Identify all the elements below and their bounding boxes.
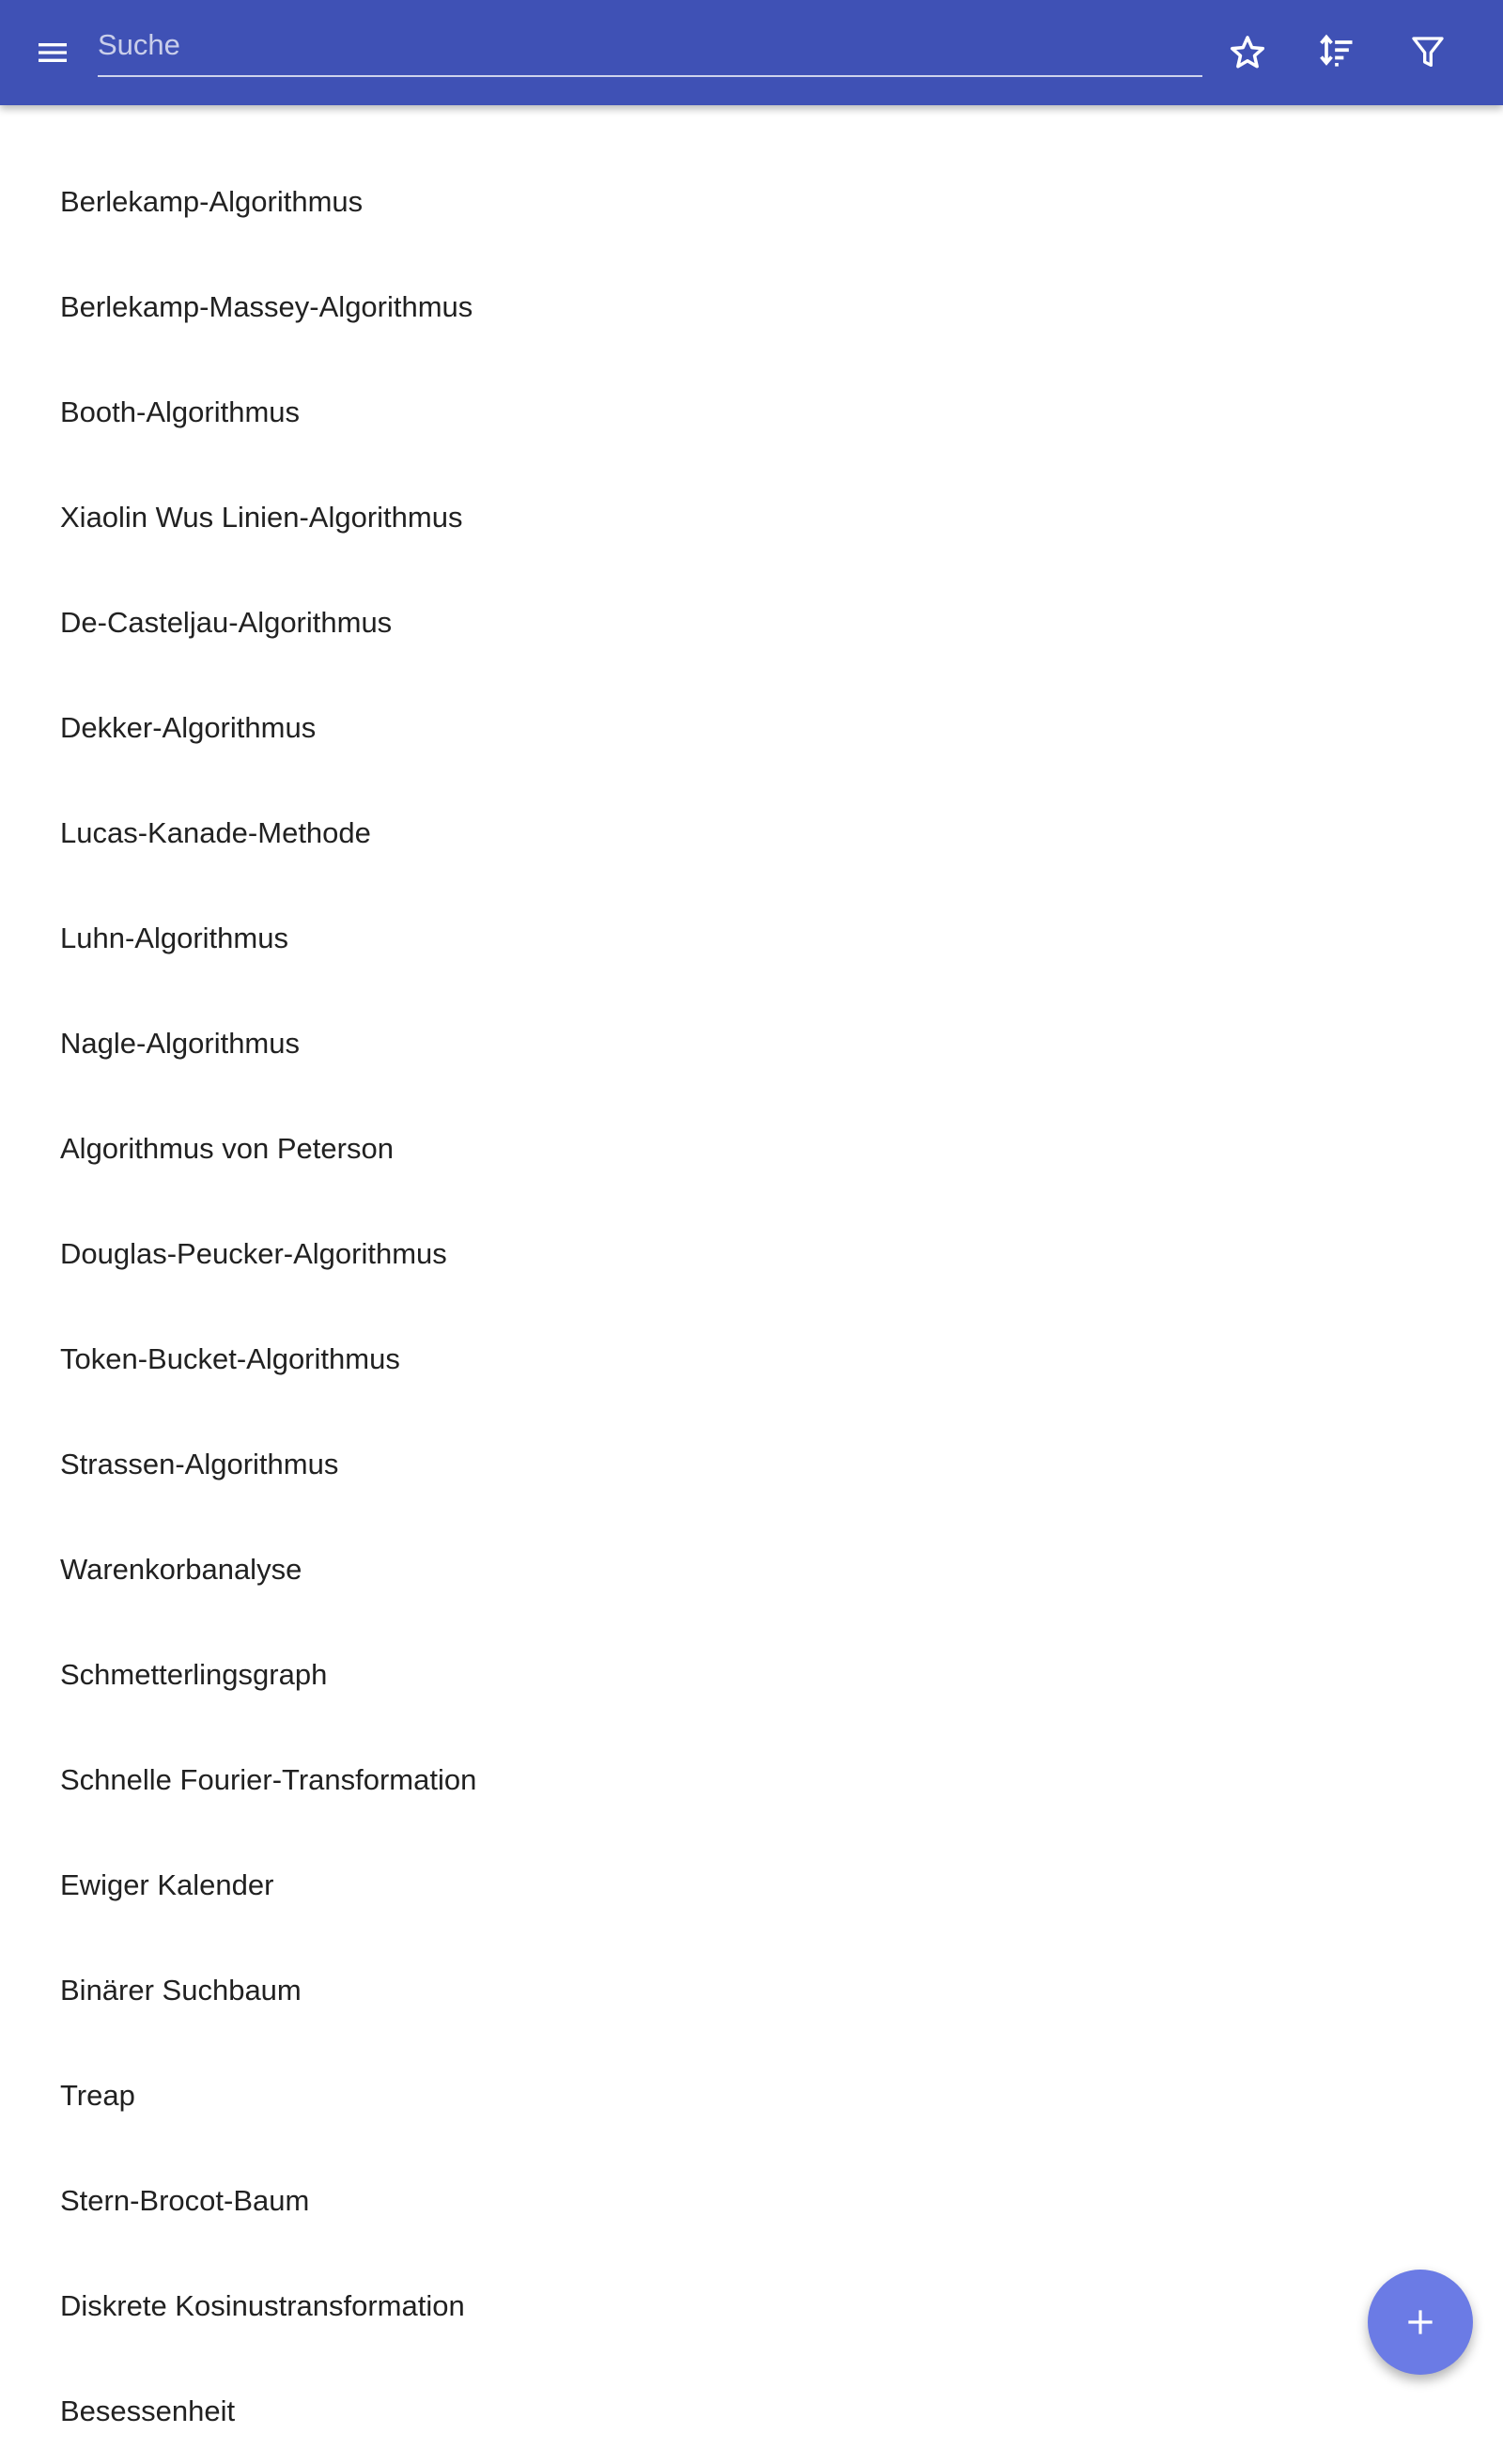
- list-item[interactable]: Schnelle Fourier-Transformation: [60, 1763, 477, 1796]
- filter-icon: [1409, 34, 1447, 71]
- plus-icon: [1402, 2304, 1438, 2340]
- menu-icon: [34, 34, 71, 71]
- list-item[interactable]: Lucas-Kanade-Methode: [60, 816, 371, 849]
- list-item[interactable]: Token-Bucket-Algorithmus: [60, 1342, 400, 1375]
- star-outline-icon: [1228, 33, 1267, 72]
- menu-button[interactable]: [15, 15, 90, 90]
- add-button[interactable]: [1368, 2270, 1473, 2375]
- favorites-button[interactable]: [1210, 15, 1285, 90]
- list-item[interactable]: Strassen-Algorithmus: [60, 1448, 339, 1480]
- list-item[interactable]: Schmetterlingsgraph: [60, 1658, 328, 1691]
- filter-button[interactable]: [1390, 15, 1465, 90]
- list-item[interactable]: Ewiger Kalender: [60, 1868, 274, 1901]
- list-item[interactable]: Diskrete Kosinustransformation: [60, 2289, 465, 2322]
- list-item[interactable]: Stern-Brocot-Baum: [60, 2184, 310, 2217]
- list-item[interactable]: Algorithmus von Peterson: [60, 1132, 394, 1165]
- search-input[interactable]: [98, 17, 1202, 73]
- app-toolbar: [0, 0, 1503, 105]
- list-item[interactable]: Treap: [60, 2079, 135, 2112]
- list-item[interactable]: Warenkorbanalyse: [60, 1553, 302, 1586]
- list-item[interactable]: Berlekamp-Massey-Algorithmus: [60, 290, 473, 323]
- list-item[interactable]: Nagle-Algorithmus: [60, 1027, 300, 1060]
- list-item[interactable]: Booth-Algorithmus: [60, 395, 301, 428]
- list-item[interactable]: Dekker-Algorithmus: [60, 711, 317, 744]
- sort-button[interactable]: [1299, 15, 1374, 90]
- list-item[interactable]: De-Casteljau-Algorithmus: [60, 606, 393, 639]
- algorithm-list: [0, 105, 1503, 2464]
- list-item[interactable]: Xiaolin Wus Linien-Algorithmus: [60, 501, 463, 534]
- list-item[interactable]: Luhn-Algorithmus: [60, 922, 288, 954]
- list-item[interactable]: Douglas-Peucker-Algorithmus: [60, 1237, 447, 1270]
- list-item[interactable]: Berlekamp-Algorithmus: [60, 185, 364, 218]
- list-item[interactable]: Binärer Suchbaum: [60, 1974, 302, 2007]
- sort-icon: [1316, 32, 1357, 73]
- search-field: [98, 17, 1202, 77]
- list-item[interactable]: Besessenheit: [60, 2394, 236, 2427]
